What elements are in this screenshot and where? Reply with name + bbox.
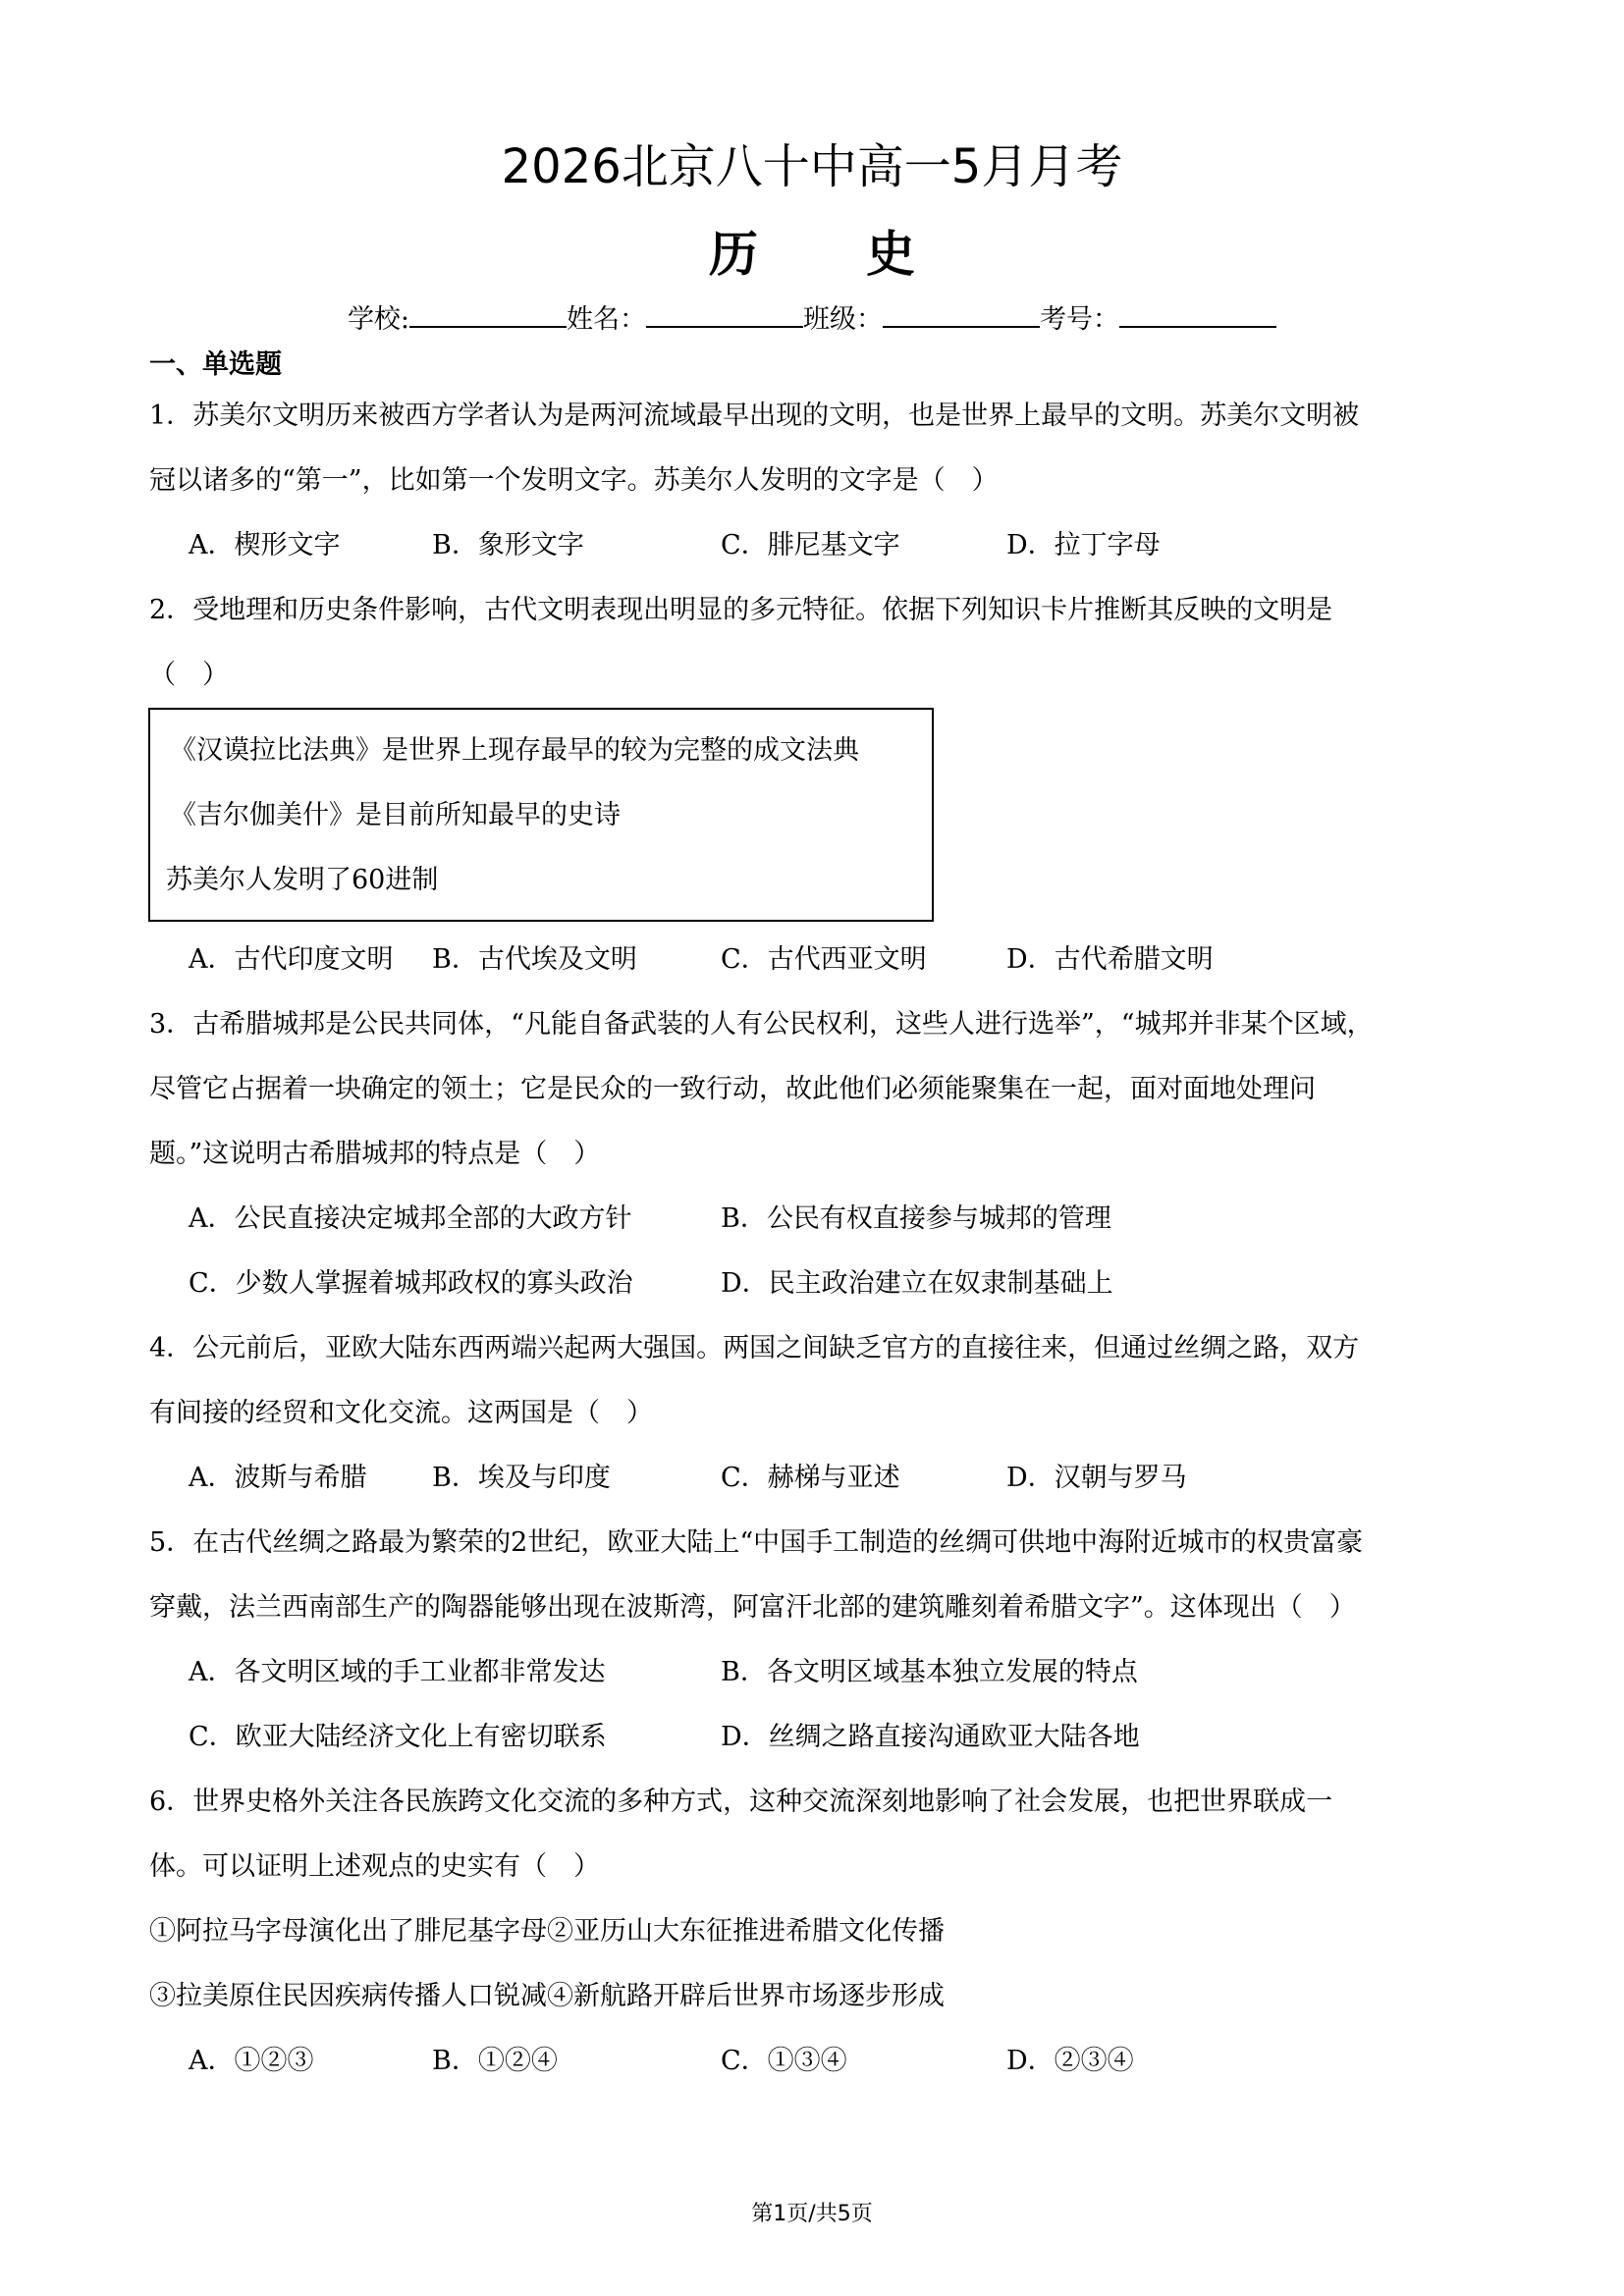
question-5-line-2: 穿戴，法兰西南部生产的陶器能够出现在波斯湾，阿富汗北部的建筑雕刻着希腊文字”。这体现出（ ） xyxy=(149,1592,1356,1623)
exam-no-label: 考号： xyxy=(1040,304,1120,335)
question-6-option-a: A．①②③ xyxy=(189,2046,314,2076)
subject-title xyxy=(0,224,1624,285)
question-1-option-a: A．楔形文字 xyxy=(189,530,341,561)
question-6-line-2: 体。可以证明上述观点的史实有（ ） xyxy=(149,1851,600,1882)
question-2-line-2: （ ） xyxy=(149,660,229,690)
exam-no-blank xyxy=(1119,300,1276,328)
question-3-option-c: C．少数人掌握着城邦政权的寡头政治 xyxy=(189,1268,633,1299)
exam-title: 2026北京八十中高一5月月考 xyxy=(501,139,1123,194)
card-line-1: 《汉谟拉比法典》是世界上现存最早的较为完整的成文法典 xyxy=(170,735,859,766)
question-2-option-d: D．古代希腊文明 xyxy=(1006,944,1214,975)
question-3-option-b: B．公民有权直接参与城邦的管理 xyxy=(721,1203,1111,1234)
question-2-line-1: 2．受地理和历史条件影响，古代文明表现出明显的多元特征。依据下列知识卡片推断其反映的文明是 xyxy=(149,595,1333,625)
question-4-option-b: B．埃及与印度 xyxy=(432,1463,611,1493)
question-3-line-2: 尽管它占据着一块确定的领土；它是民众的一致行动，故此他们必须能聚集在一起，面对面地处理问 xyxy=(149,1074,1316,1104)
card-line-3: 苏美尔人发明了60进制 xyxy=(166,865,439,895)
question-3-line-3: 题。”这说明古希腊城邦的特点是（ ） xyxy=(149,1139,601,1169)
class-label: 班级： xyxy=(803,304,884,335)
question-1-option-c: C．腓尼基文字 xyxy=(721,530,900,561)
question-6-option-d: D．②③④ xyxy=(1006,2046,1134,2076)
question-3-line-1: 3．古希腊城邦是公民共同体，“凡能自备武装的人有公民权利，这些人进行选举”，“城邦并非某个区域， xyxy=(149,1009,1374,1040)
question-2-option-a: A．古代印度文明 xyxy=(189,944,394,975)
class-blank xyxy=(883,300,1040,328)
question-5-option-c: C．欧亚大陆经济文化上有密切联系 xyxy=(189,1722,607,1752)
school-blank xyxy=(409,300,567,328)
section-title: 一、单选题 xyxy=(149,349,282,380)
question-6-statement-1: ①阿拉马字母演化出了腓尼基字母②亚历山大东征推进希腊文化传播 xyxy=(149,1916,945,1947)
name-label: 姓名： xyxy=(567,304,647,335)
question-6-line-1: 6．世界史格外关注各民族跨文化交流的多种方式，这种交流深刻地影响了社会发展，也把世界联成一 xyxy=(149,1787,1333,1817)
question-6-option-b: B．①②④ xyxy=(432,2046,558,2076)
question-3-option-d: D．民主政治建立在奴隶制基础上 xyxy=(721,1268,1113,1299)
card-line-2: 《吉尔伽美什》是目前所知最早的史诗 xyxy=(170,800,621,830)
question-4-option-c: C．赫梯与亚述 xyxy=(721,1463,900,1493)
question-4-option-d: D．汉朝与罗马 xyxy=(1006,1463,1187,1493)
question-2-option-b: B．古代埃及文明 xyxy=(432,944,637,975)
page-number: 第1页/共5页 xyxy=(751,2202,873,2226)
question-6-option-c: C．①③④ xyxy=(721,2046,847,2076)
question-4-line-1: 4．公元前后，亚欧大陆东西两端兴起两大强国。两国之间缺乏官方的直接往来，但通过丝绸之路，双方 xyxy=(149,1333,1360,1363)
question-3-option-a: A．公民直接决定城邦全部的大政方针 xyxy=(189,1203,632,1234)
knowledge-card xyxy=(148,708,934,922)
question-1-option-d: D．拉丁字母 xyxy=(1006,530,1161,561)
question-4-option-a: A．波斯与希腊 xyxy=(189,1463,367,1493)
subject-char-left: 历 xyxy=(709,226,758,283)
question-6-statement-2: ③拉美原住民因疾病传播人口锐减④新航路开辟后世界市场逐步形成 xyxy=(149,1981,945,2011)
question-5-option-d: D．丝绸之路直接沟通欧亚大陆各地 xyxy=(721,1722,1140,1752)
question-2-option-c: C．古代西亚文明 xyxy=(721,944,927,975)
name-blank xyxy=(646,300,803,328)
school-label: 学校: xyxy=(347,304,410,335)
question-1-line-1: 1．苏美尔文明历来被西方学者认为是两河流域最早出现的文明，也是世界上最早的文明。苏美尔文明被 xyxy=(149,400,1360,431)
student-info-line xyxy=(0,300,1624,340)
question-5-line-1: 5．在古代丝绸之路最为繁荣的2世纪，欧亚大陆上“中国手工制造的丝绸可供地中海附近城市的权贵富豪 xyxy=(149,1527,1364,1558)
question-5-option-b: B．各文明区域基本独立发展的特点 xyxy=(721,1657,1138,1687)
question-1-line-2: 冠以诸多的“第一”，比如第一个发明文字。苏美尔人发明的文字是（ ） xyxy=(149,465,999,496)
question-4-line-2: 有间接的经贸和文化交流。这两国是（ ） xyxy=(149,1398,653,1428)
question-5-option-a: A．各文明区域的手工业都非常发达 xyxy=(189,1657,606,1687)
subject-char-right: 史 xyxy=(866,226,915,283)
question-1-option-b: B．象形文字 xyxy=(432,530,584,561)
